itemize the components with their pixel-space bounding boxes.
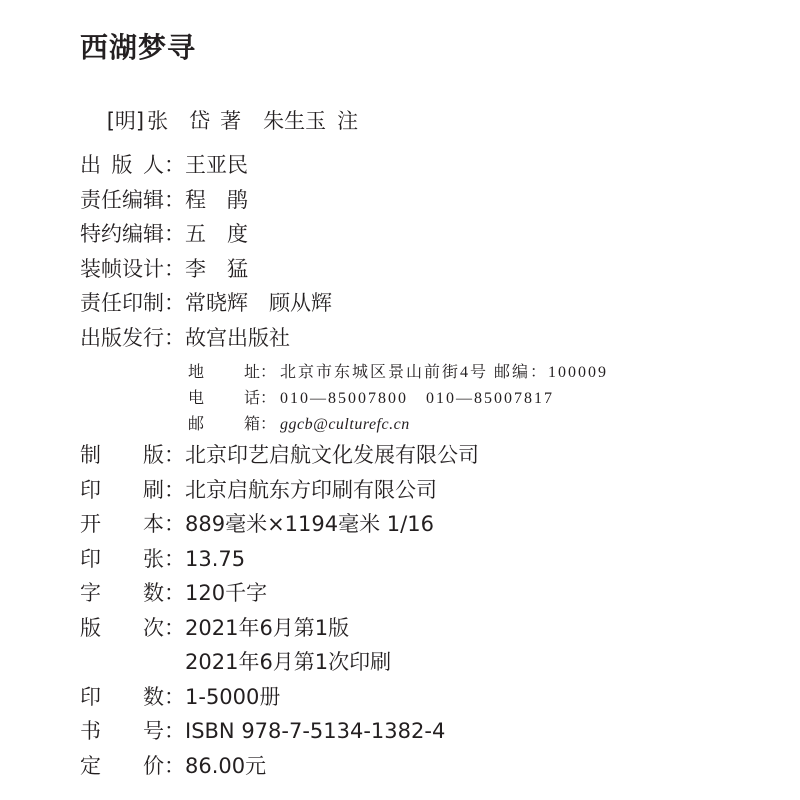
publisher-distributor-row [80, 321, 780, 356]
edition-row [80, 611, 780, 646]
label-char: 责 [80, 291, 101, 315]
printing-row [80, 473, 780, 508]
label-char: 制 [80, 443, 101, 467]
row-label [80, 680, 164, 715]
row-label [80, 576, 164, 611]
dynasty-tag: [明] [106, 109, 145, 133]
row-value: 010—85007800 010—85007817 [280, 390, 555, 407]
imprint-details [80, 148, 780, 783]
row-value: 北京印艺启航文化发展有限公司 [185, 443, 479, 467]
label-colon: ： [260, 416, 277, 433]
row-label [80, 183, 164, 218]
label-colon: ： [164, 546, 185, 571]
label-char: 责 [80, 187, 101, 212]
row-value: 北京启航东方印刷有限公司 [185, 477, 437, 502]
row-value: ISBN 978-7-5134-1382-4 [185, 719, 446, 743]
annotator-name: 朱生玉 [263, 109, 327, 133]
label-char: 次 [143, 615, 164, 640]
row-value: 86.00元 [185, 753, 267, 778]
row-label [80, 749, 164, 784]
label-char: 版 [111, 153, 133, 177]
row-label [80, 148, 164, 183]
print-run-row [80, 680, 780, 715]
row-value: 889毫米×1194毫米 1/16 [185, 512, 434, 536]
row-label [80, 252, 164, 287]
responsible-editor-row [80, 183, 780, 218]
row-label [188, 360, 260, 386]
row-value: 王亚民 [185, 153, 248, 177]
label-char: 编 [122, 222, 143, 246]
row-label [80, 611, 164, 646]
label-colon: ： [164, 443, 185, 467]
label-char: 定 [80, 753, 101, 778]
label-char: 任 [101, 291, 122, 315]
format-row [80, 507, 780, 542]
row-value: 北京市东城区景山前街4号 邮编：100009 [280, 364, 609, 381]
email-row [188, 412, 780, 438]
label-char: 本 [143, 512, 164, 536]
plate-making-row [80, 438, 780, 473]
publisher-person-row [80, 148, 780, 183]
label-char: 出 [80, 153, 101, 177]
isbn-row [80, 714, 780, 749]
row-label [80, 217, 164, 252]
label-char: 电 [188, 390, 205, 407]
label-char: 装 [80, 256, 101, 281]
label-colon: ： [164, 187, 185, 212]
label-colon: ： [260, 364, 277, 381]
label-colon: ： [164, 477, 185, 502]
label-char: 编 [122, 187, 143, 212]
row-value: 故宫出版社 [185, 325, 290, 350]
row-label [80, 286, 164, 321]
printed-sheets-row [80, 542, 780, 577]
row-value: 李 猛 [185, 256, 248, 281]
author-name: 张 岱 [147, 109, 211, 133]
label-char: 刷 [143, 477, 164, 502]
label-char: 地 [188, 364, 205, 381]
label-char: 辑 [143, 222, 164, 246]
label-char: 数 [143, 581, 164, 605]
phone-row [188, 386, 780, 412]
label-char: 人 [143, 153, 164, 177]
label-colon: ： [164, 615, 185, 640]
label-colon: ： [164, 512, 185, 536]
label-char: 版 [143, 443, 164, 467]
label-colon: ： [164, 719, 185, 743]
row-label [80, 473, 164, 508]
author-line [80, 85, 358, 157]
label-colon: ： [164, 325, 185, 350]
label-colon: ： [164, 684, 185, 709]
print-supervisor-row [80, 286, 780, 321]
label-char: 价 [143, 753, 164, 778]
special-editor-row [80, 217, 780, 252]
label-char: 制 [143, 291, 164, 315]
label-char: 印 [122, 291, 143, 315]
label-colon: ： [164, 222, 185, 246]
price-row [80, 749, 780, 784]
label-char: 字 [80, 581, 101, 605]
row-label [80, 438, 164, 473]
edition-row-continued [80, 645, 780, 680]
label-char: 约 [101, 222, 122, 246]
label-char: 辑 [143, 187, 164, 212]
label-char: 号 [143, 719, 164, 743]
label-char: 数 [143, 684, 164, 709]
label-colon: ： [164, 291, 185, 315]
row-value: 2021年6月第1次印刷 [185, 650, 392, 674]
word-count-row [80, 576, 780, 611]
label-colon: ： [164, 581, 185, 605]
address-row [188, 360, 780, 386]
label-char: 版 [101, 325, 122, 350]
row-label [80, 321, 164, 356]
row-label [80, 542, 164, 577]
label-colon: ： [260, 390, 277, 407]
label-char: 印 [80, 546, 101, 571]
label-char: 张 [143, 546, 164, 571]
email-address: ggcb@culturefc.cn [280, 416, 410, 433]
book-title: 西湖梦寻 [80, 31, 197, 64]
label-char: 发 [122, 325, 143, 350]
author-role: 著 [220, 109, 242, 133]
label-char: 特 [80, 222, 101, 246]
label-char: 任 [101, 187, 122, 212]
label-char: 设 [122, 256, 143, 281]
label-colon: ： [164, 753, 185, 778]
row-value: 程 鹃 [185, 187, 248, 212]
label-char: 出 [80, 325, 101, 350]
row-value: 五 度 [185, 222, 248, 246]
label-char: 计 [143, 256, 164, 281]
annotator-role: 注 [337, 109, 359, 133]
label-char: 话 [243, 390, 260, 407]
label-char: 书 [80, 719, 101, 743]
row-label [80, 714, 164, 749]
label-char: 行 [143, 325, 164, 350]
label-char: 印 [80, 684, 101, 709]
binding-design-row [80, 252, 780, 287]
label-colon: ： [164, 256, 185, 281]
label-char: 邮 [188, 416, 205, 433]
label-char: 开 [80, 512, 101, 536]
row-value: 120千字 [185, 581, 268, 605]
label-char: 版 [80, 615, 101, 640]
row-label [80, 507, 164, 542]
row-value: 13.75 [185, 546, 246, 571]
row-value: 常晓辉 顾从辉 [185, 291, 332, 315]
row-label [188, 386, 260, 412]
row-label [188, 412, 260, 438]
label-char: 帧 [101, 256, 122, 281]
row-value: 1-5000册 [185, 684, 281, 709]
row-value: 2021年6月第1版 [185, 615, 350, 640]
label-char: 印 [80, 477, 101, 502]
label-colon: ： [164, 153, 185, 177]
label-char: 箱 [243, 416, 260, 433]
label-char: 址 [243, 364, 260, 381]
